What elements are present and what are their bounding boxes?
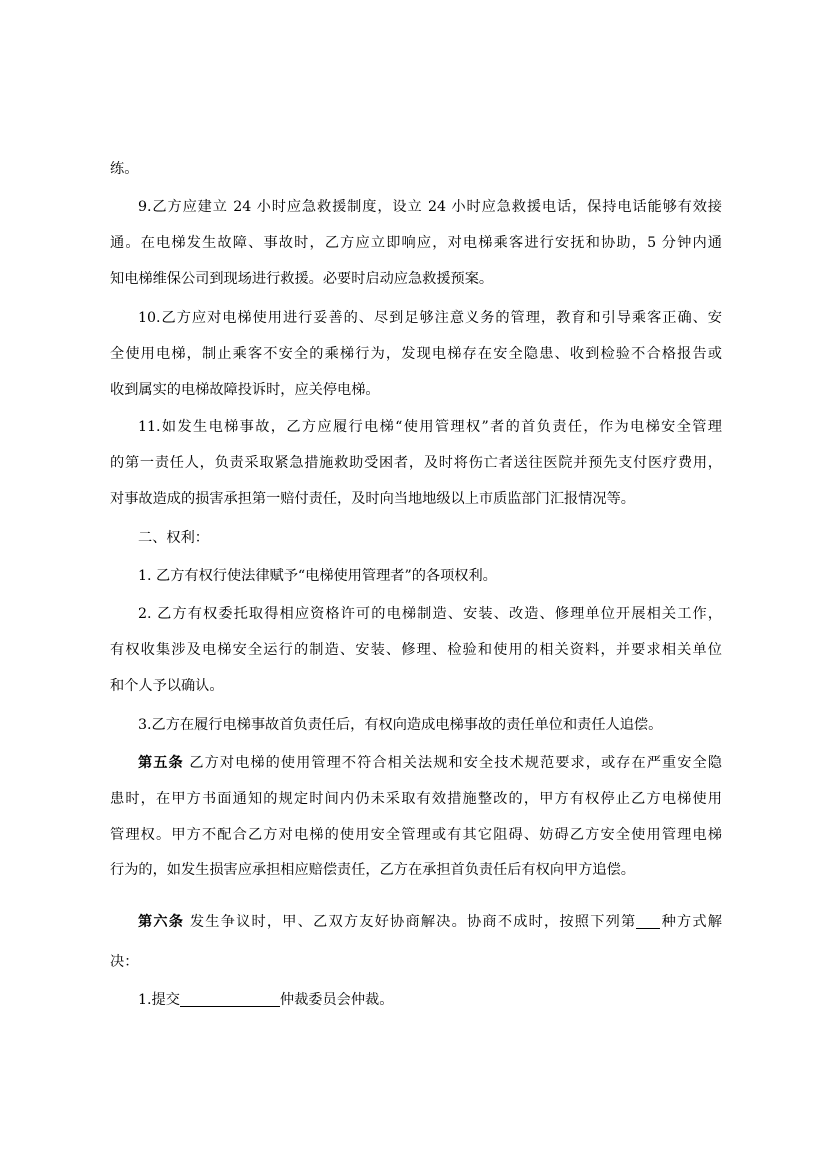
text-line: 的第一责任人，负责采取紧急措施救助受困者，及时将伤亡者送往医院并预先支付医疗费用，	[110, 454, 722, 471]
text-line: 练。	[110, 161, 139, 177]
text-line: 11.如发生电梯事故，乙方应履行电梯“使用管理权”者的首负责任，作为电梯安全管理	[138, 419, 722, 435]
article-5-text: 乙方对电梯的使用管理不符合相关法规和安全技术规范要求，或存在严重安全隐	[183, 755, 722, 771]
text-line	[110, 983, 722, 1019]
text-line: 10.乙方应对电梯使用进行妥善的、尽到足够注意义务的管理，教育和引导乘客正确、安	[138, 310, 722, 326]
rights-item-1	[110, 559, 722, 595]
paragraph-item-11	[110, 410, 722, 517]
text-line: 患时，在甲方书面通知的规定时间内仍未采取有效措施整改的，甲方有权停止乙方电梯使用	[110, 790, 722, 807]
text-line: 决：	[110, 954, 139, 970]
text-line: 全使用电梯，制止乘客不安全的乘梯行为，发现电梯存在安全隐患、收到检验不合格报告或	[110, 345, 722, 362]
rights-item-2	[110, 597, 722, 704]
paragraph-item-10	[110, 301, 722, 408]
text-line: 通。在电梯发生故障、事故时，乙方应立即响应，对电梯乘客进行安抚和协助，5 分钟内通	[110, 234, 722, 251]
text-line: 对事故造成的损害承担第一赔付责任，及时向当地地级以上市质监部门汇报情况等。	[110, 490, 635, 507]
text-line: 行为的，如发生损害应承担相应赔偿责任，乙方在承担首负责任后有权向甲方追偿。	[110, 862, 635, 879]
text-line: 2. 乙方有权委托取得相应资格许可的电梯制造、安装、改造、修理单位开展相关工作，	[138, 606, 722, 622]
text-line: 1. 乙方有权行使法律赋予“电梯使用管理者”的各项权利。	[138, 568, 497, 584]
text-line: 3.乙方在履行电梯事故首负责任后，有权向造成电梯事故的责任单位和责任人追偿。	[138, 717, 663, 733]
article-5	[110, 746, 722, 889]
text-line	[110, 905, 722, 941]
article-6-continued	[110, 945, 722, 981]
paragraph-continuation	[110, 152, 722, 188]
text-line: 知电梯维保公司到现场进行救援。必要时启动应急救援预案。	[110, 270, 494, 287]
article-6-text: 发生争议时，甲、乙双方友好协商解决。协商不成时，按照下列第	[184, 914, 637, 930]
text-line: 收到属实的电梯故障投诉时，应关停电梯。	[110, 381, 380, 398]
arbitration-committee-blank[interactable]	[180, 990, 280, 1007]
text-line: 二、权利：	[138, 530, 209, 546]
arbitration-item-1	[110, 983, 722, 1019]
paragraph-item-9	[110, 190, 722, 297]
rights-item-3	[110, 708, 722, 744]
text-line: 管理权。甲方不配合乙方对电梯的使用安全管理或有其它阻碍、妨碍乙方安全使用管理电梯	[110, 826, 722, 843]
arbitration-text-after: 仲裁委员会仲裁。	[279, 992, 394, 1008]
section-heading-rights	[110, 521, 722, 557]
text-line: 和个人予以确认。	[110, 677, 224, 694]
text-line: 有权收集涉及电梯安全运行的制造、安装、修理、检验和使用的相关资料，并要求相关单位	[110, 641, 722, 658]
dispute-method-blank[interactable]	[636, 912, 660, 929]
article-6-text-after: 种方式解	[660, 914, 722, 930]
article-5-heading: 第五条	[138, 755, 184, 771]
arbitration-text-before: 1.提交	[138, 992, 180, 1008]
article-6	[110, 905, 722, 941]
article-6-heading: 第六条	[138, 914, 185, 930]
text-line: 9.乙方应建立 24 小时应急救援制度，设立 24 小时应急救援电话，保持电话能够有效接	[138, 199, 722, 215]
text-line	[110, 746, 722, 782]
